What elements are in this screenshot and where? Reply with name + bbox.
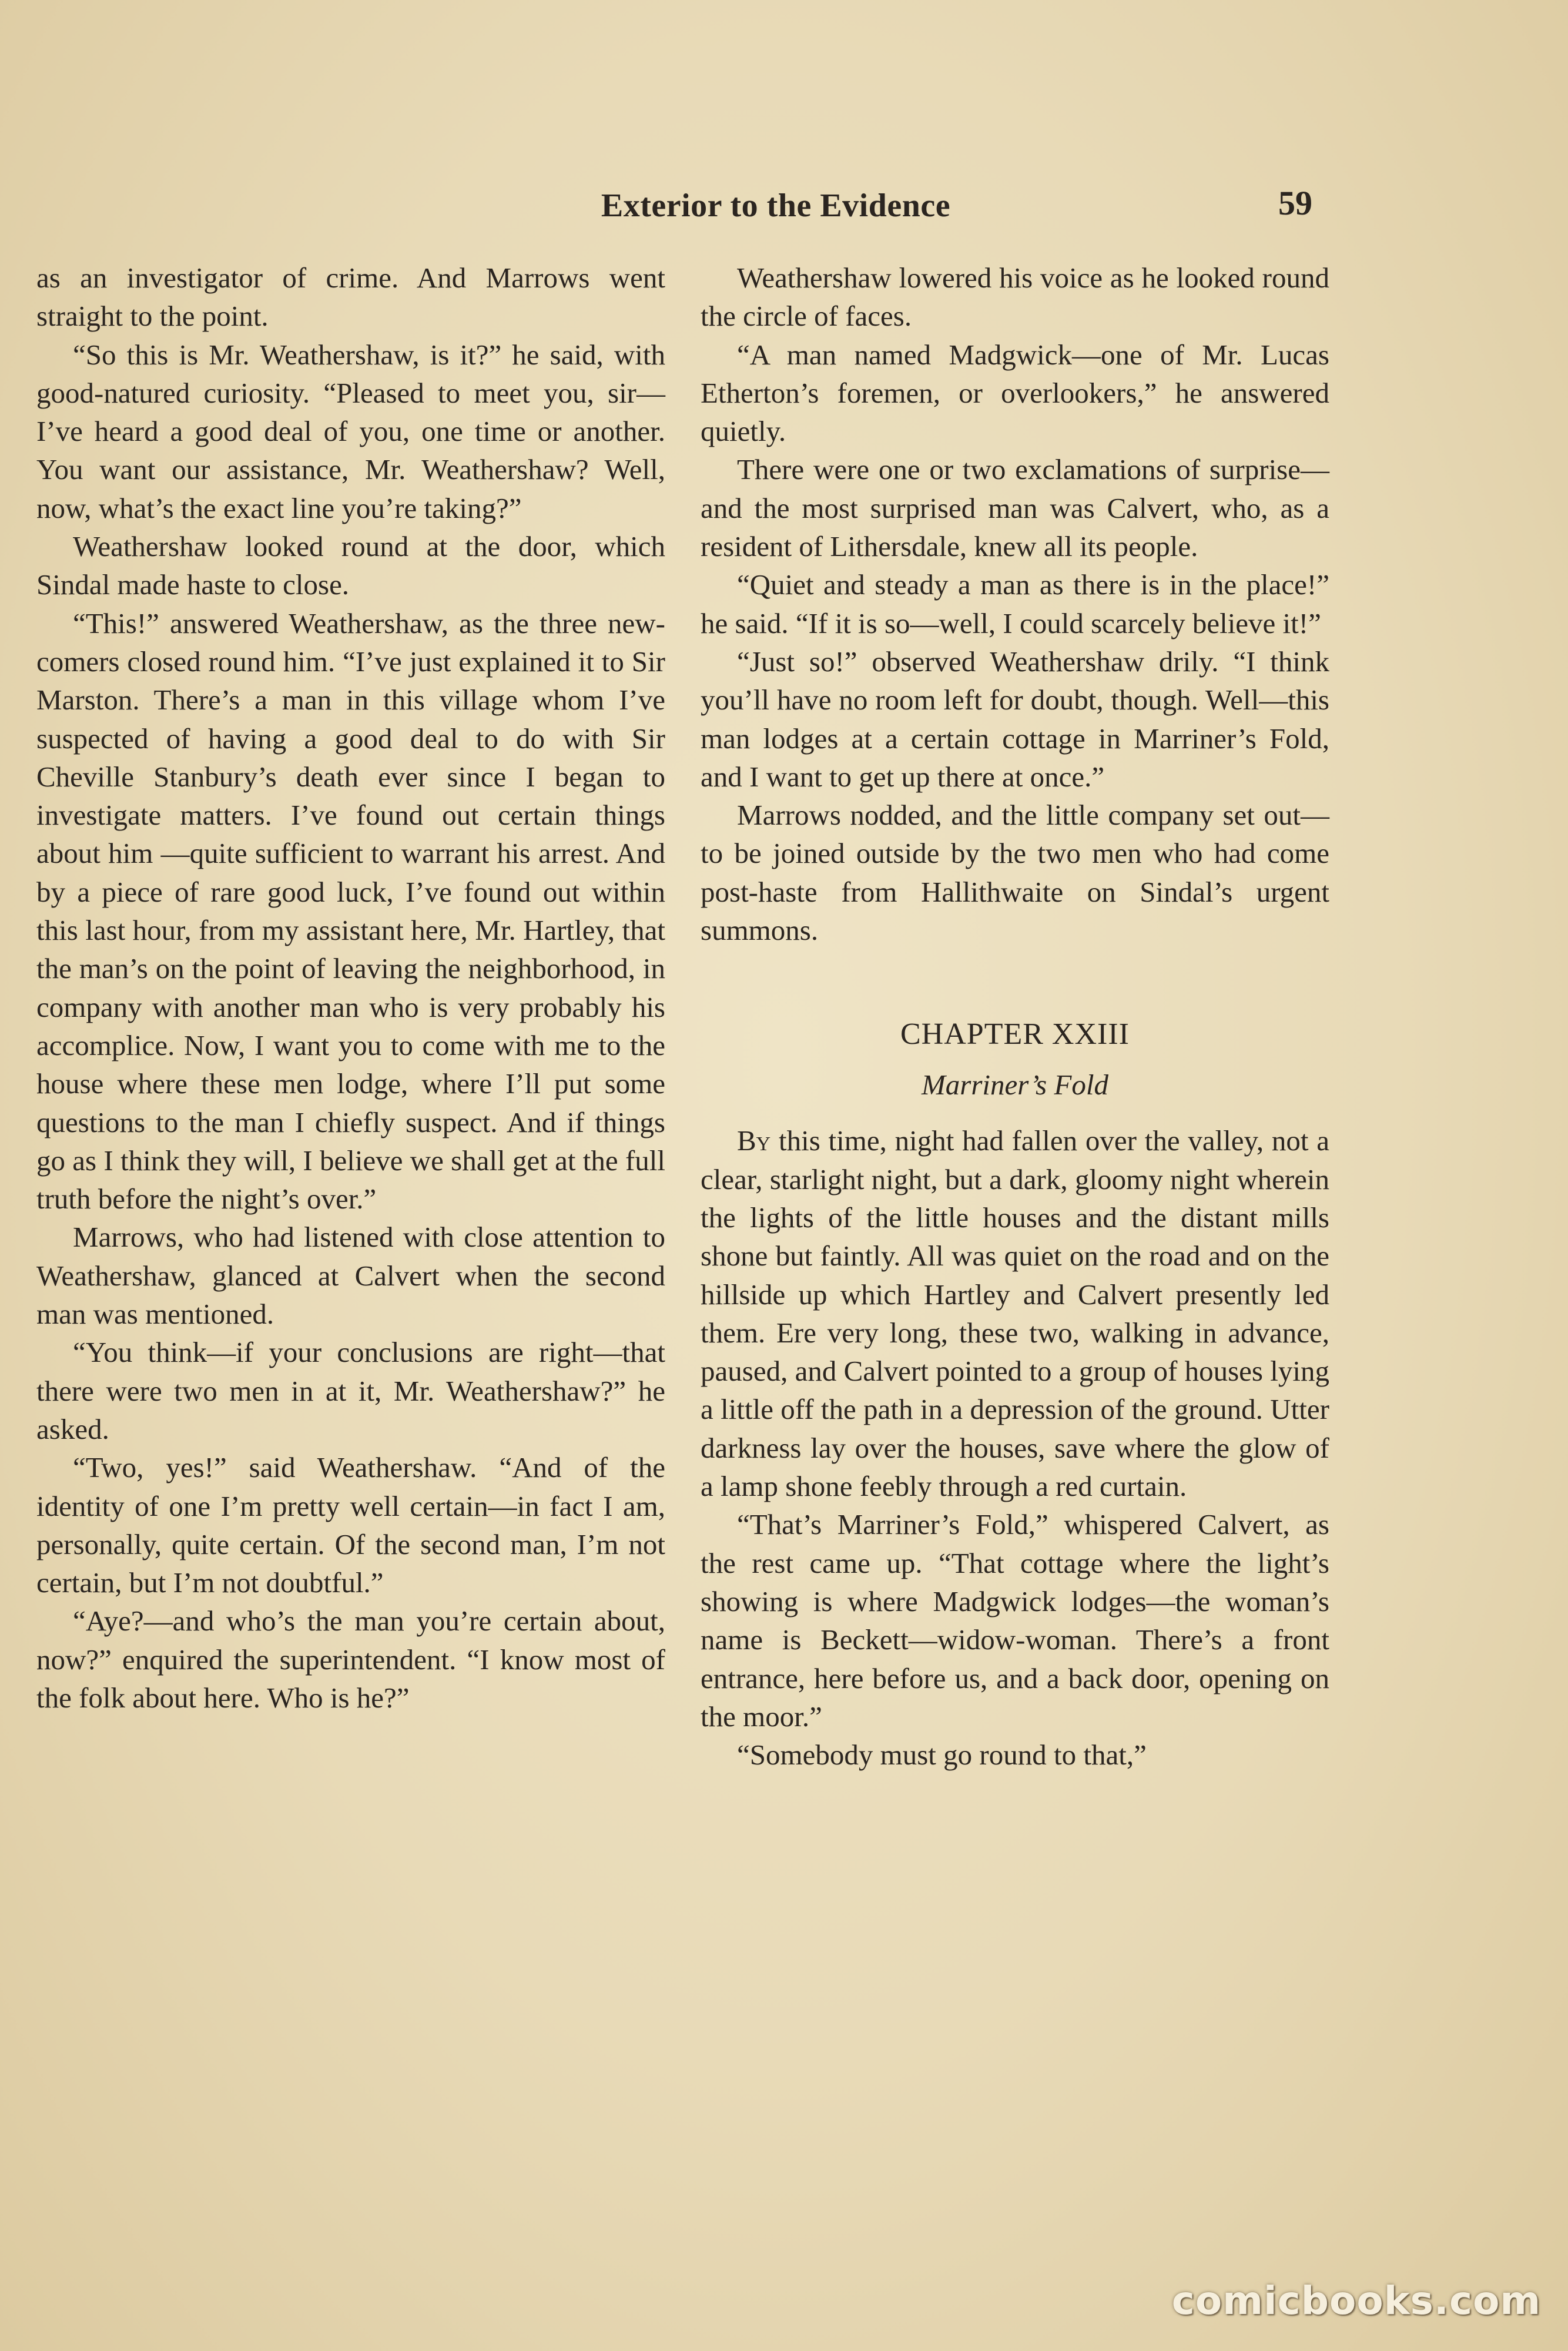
paragraph: Weathershaw looked round at the door, which Sindal made haste to close.: [36, 530, 665, 601]
paragraph: “This!” answered Weathershaw, as the three new-comers closed round him. “I’ve just explained it to Sir Marston. There’s a man in this village whom I’ve suspected of having a good deal to do with Sir Cheville Stanbury’s death ever since I began to investigate matters. I’ve found out certain things about him —quite sufficient to warrant his arrest. And by a piece of rare good luck, I’ve found out within this last hour, from my assistant here, Mr. Hartley, that the man’s on the point of leaving the neighborhood, in company with another man who is very probably his accomplice. Now, I want you to come with me to the house where these men lodge, where I’ll put some questions to the man I chiefly suspect. And if things go as I think they will, I believe we shall get at the full truth before the night’s over.”: [36, 607, 665, 1215]
paragraph: “Somebody must go round to that,”: [737, 1739, 1147, 1771]
paragraph: “Aye?—and who’s the man you’re certain about, now?” enquired the superintendent. “I know most of the folk about here. Who is he?”: [36, 1605, 665, 1714]
chapter-title: Marriner’s Fold: [921, 1069, 1109, 1101]
paragraph: “Two, yes!” said Weathershaw. “And of the identity of one I’m pretty well certain—in fact I am, personally, quite certain. Of the second man, I’m not certain, but I’m not doubtful.”: [36, 1451, 665, 1599]
paragraph: “You think—if your conclusions are right—that there were two men in at it, Mr. Weathershaw?” he asked.: [36, 1336, 665, 1445]
paragraph: “That’s Marriner’s Fold,” whispered Calvert, as the rest came up. “That cottage where the light’s showing is where Madgwick lodges—the woman’s name is Beckett—widow-woman. There’s a front entrance, here before us, and a back door, opening on the moor.”: [701, 1508, 1329, 1733]
opening-word: By: [737, 1124, 771, 1157]
paragraph: “A man named Madgwick—one of Mr. Lucas Etherton’s foremen, or overlookers,” he answered quietly.: [701, 338, 1329, 448]
paragraph: There were one or two exclamations of surprise—and the most surprised man was Calvert, who, as a resident of Lithersdale, knew all its people.: [701, 453, 1329, 563]
opening-paragraph-text: this time, night had fallen over the valley, not a clear, starlight night, but a dark, gloomy night wherein the lights of the little houses and the distant mills shone but faintly. All was quiet on the road and on the hillside up which Hartley and Calvert presently led them. Ere very long, these two, walking in advance, paused, and Calvert pointed to a group of houses lying a little off the path in a depression of the ground. Utter darkness lay over the houses, save where the glow of a lamp shone feebly through a red curtain.: [701, 1124, 1329, 1503]
watermark-logo: comicbooks.com: [1171, 2278, 1542, 2323]
paragraph: Weathershaw lowered his voice as he looked round the circle of faces.: [701, 262, 1329, 333]
chapter-opening-paragraph: [701, 1121, 1329, 1505]
paragraph: Marrows nodded, and the little company set out—to be joined outside by the two men who had come post-haste from Hallithwaite on Sindal’s urgent summons.: [701, 799, 1329, 947]
paragraph: “Just so!” observed Weathershaw drily. “I think you’ll have no room left for doubt, though. Well—this man lodges at a certain cottage in Marriner’s Fold, and I want to get up there at once.”: [701, 645, 1329, 793]
page-number: 59: [1278, 184, 1312, 222]
left-column: [36, 259, 665, 1717]
running-title: Exterior to the Evidence: [601, 187, 951, 224]
right-column: [701, 259, 1329, 1774]
paragraph: Marrows, who had listened with close attention to Weathershaw, glanced at Calvert when the second man was mentioned.: [36, 1221, 665, 1331]
paragraph: as an investigator of crime. And Marrows went straight to the point.: [36, 262, 665, 333]
paragraph: “Quiet and steady a man as there is in the place!” he said. “If it is so—well, I could scarcely believe it!”: [701, 568, 1329, 639]
paragraph: “So this is Mr. Weathershaw, is it?” he said, with good-natured curiosity. “Pleased to meet you, sir—I’ve heard a good deal of you, one time or another. You want our assistance, Mr. Weathershaw? Well, now, what’s the exact line you’re taking?”: [36, 338, 665, 524]
chapter-heading: CHAPTER XXIII: [900, 1017, 1130, 1051]
